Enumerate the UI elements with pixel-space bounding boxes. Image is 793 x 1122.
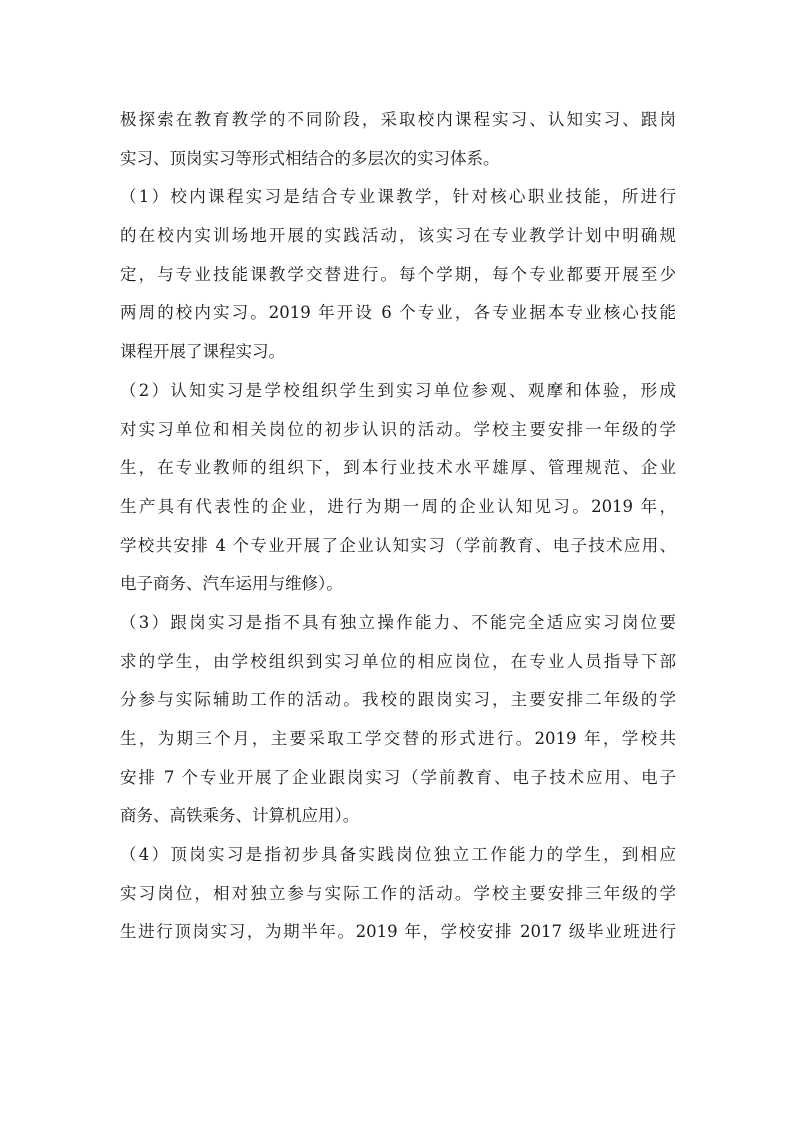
text-line: 学校共安排 4 个专业开展了企业认知实习（学前教育、电子技术应用、 xyxy=(120,535,676,555)
text-line: 求的学生，由学校组织到实习单位的相应岗位，在专业人员指导下部 xyxy=(120,651,676,671)
body-text xyxy=(120,101,676,952)
text-line: 生，为期三个月，主要采取工学交替的形式进行。2019 年，学校共 xyxy=(120,729,676,748)
text-line: 生，在专业教师的组织下，到本行业技术水平雄厚、管理规范、企业 xyxy=(120,458,676,478)
text-line: 实习岗位，相对独立参与实际工作的活动。学校主要安排三年级的学 xyxy=(120,883,676,903)
text-line: 对实习单位和相关岗位的初步认识的活动。学校主要安排一年级的学 xyxy=(120,419,676,439)
text-line: 实习、顶岗实习等形式相结合的多层次的实习体系。 xyxy=(120,148,500,168)
paragraph-1-line: （1）校内课程实习是结合专业课教学，针对核心职业技能，所进行 xyxy=(120,187,676,207)
text-line: 课程开展了课程实习。 xyxy=(120,342,285,362)
text-line: 生进行顶岗实习，为期半年。2019 年，学校安排 2017 级毕业班进行 xyxy=(120,922,676,942)
paragraph-3-line: （3）跟岗实习是指不具有独立操作能力、不能完全适应实习岗位要 xyxy=(120,612,676,632)
text-line: 定，与专业技能课教学交替进行。每个学期，每个专业都要开展至少 xyxy=(120,264,676,284)
paragraph-4-line: （4）顶岗实习是指初步具备实践岗位独立工作能力的学生，到相应 xyxy=(120,845,676,865)
text-line: 安排 7 个专业开展了企业跟岗实习（学前教育、电子技术应用、电子 xyxy=(120,767,676,787)
text-line: 商务、高铁乘务、计算机应用）。 xyxy=(120,806,360,826)
text-line: 分参与实际辅助工作的活动。我校的跟岗实习，主要安排二年级的学 xyxy=(120,690,676,710)
text-line: 生产具有代表性的企业，进行为期一周的企业认知见习。2019 年， xyxy=(120,496,676,516)
paragraph-2-line: （2）认知实习是学校组织学生到实习单位参观、观摩和体验，形成 xyxy=(120,380,676,400)
text-line: 两周的校内实习。2019 年开设 6 个专业，各专业据本专业核心技能 xyxy=(120,303,676,323)
text-line: 的在校内实训场地开展的实践活动，该实习在专业教学计划中明确规 xyxy=(120,226,676,246)
text-line: 电子商务、汽车运用与维修）。 xyxy=(120,574,343,594)
text-line: 极探索在教育教学的不同阶段，采取校内课程实习、认知实习、跟岗 xyxy=(120,110,676,129)
